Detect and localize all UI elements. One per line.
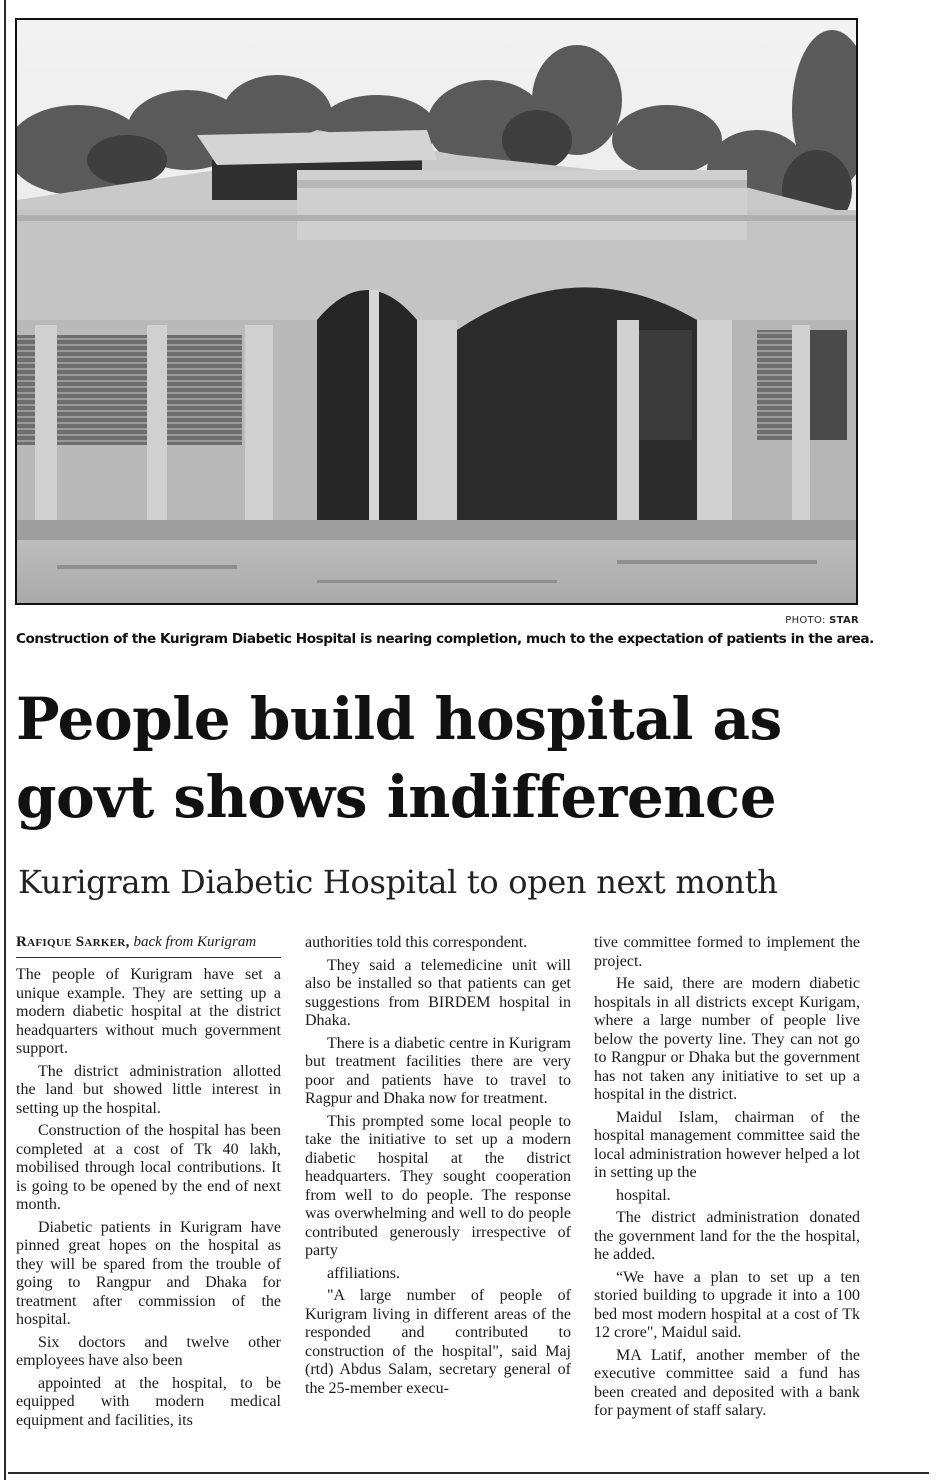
paragraph: Six doctors and twelve other employees have also been [16,1333,281,1369]
paragraph: Construction of the hospital has been completed at a cost of Tk 40 lakh, mobilised through local contributions. It is going to be opened by the end of next month. [16,1122,281,1213]
paragraph: appointed at the hospital, to be equipped with modern medical equipment and facilities, its [16,1374,281,1429]
paragraph: MA Latif, another member of the executive committee said a fund has been created and deposited with a bank for payment of staff salary. [594,1346,860,1419]
subheadline: Kurigram Diabetic Hospital to open next month [18,863,778,901]
headline-line-2: govt shows indifference [16,763,777,831]
paragraph: hospital. [616,1186,671,1204]
paragraph: They said a telemedicine unit will also be installed so that patients can get suggestions from BIRDEM hospital in Dhaka. [305,956,571,1029]
paragraph: tive committee formed to implement the project. [594,934,860,970]
paragraph: Maidul Islam, chairman of the hospital management committee said the local administration however helped a lot in setting up the [594,1108,860,1181]
paragraph: There is a diabetic centre in Kurigram but treatment facilities there are very poor and patients have to travel to Ragpur and Dhaka now for treatment. [305,1034,571,1107]
page-bottom-rule [8,1472,929,1474]
photo-credit [785,615,859,626]
paragraph: He said, there are modern diabetic hospitals in all districts except Kurigam, where a large number of people live below the poverty line. They can not go to Rangpur or Dhaka but the government has not taken any initiative to set up a hospital in the district. [594,975,860,1103]
headline-line-1: People build hospital as [16,685,782,753]
hospital-photo [15,18,858,605]
paragraph: The district administration allotted the land but showed little interest in setting up the hospital. [16,1062,281,1117]
photo-credit-name: STAR [829,615,859,626]
headline [16,680,896,836]
article-column-3 [594,934,860,1425]
page-left-rule [4,0,6,1480]
paragraph: affiliations. [327,1264,401,1282]
paragraph: This prompted some local people to take the initiative to set up a modern diabetic hospital at the district headquarters. They sought cooperation from well to do people. The response was overwhelming and well to do people contributed generously irrespective of party [305,1112,571,1259]
paragraph: “We have a plan to set up a ten storied building to upgrade it into a 100 bed most modern hospital at a cost of Tk 12 crore", Maidul said. [594,1268,860,1341]
photo-credit-prefix: PHOTO: [785,615,830,626]
byline-author: Rafique Sarker, [16,934,130,950]
paragraph: The people of Kurigram have set a unique example. They are setting up a modern diabetic hospital at the district headquarters without much government support. [16,966,281,1057]
paragraph: Diabetic patients in Kurigram have pinned great hopes on the hospital as they will be spared from the trouble of going to Rangpur and Dhaka for treatment after commission of the hospital. [16,1218,281,1328]
photo-caption: Construction of the Kurigram Diabetic Hospital is nearing completion, much to the expectation of patients in the area. [16,631,874,647]
paragraph: The district administration donated the government land for the the hospital, he added. [594,1209,860,1263]
article-column-1 [16,934,281,1434]
paragraph: "A large number of people of Kurigram living in different areas of the responded and contributed to construction of the hospital", said Maj (rtd) Abdus Salam, secretary general of the 25-member execu- [305,1287,571,1397]
paragraph: authorities told this correspondent. [305,934,528,951]
article-column-2 [305,934,571,1402]
byline-place: back from Kurigram [133,934,257,950]
byline [16,934,281,951]
byline-rule [16,957,281,958]
